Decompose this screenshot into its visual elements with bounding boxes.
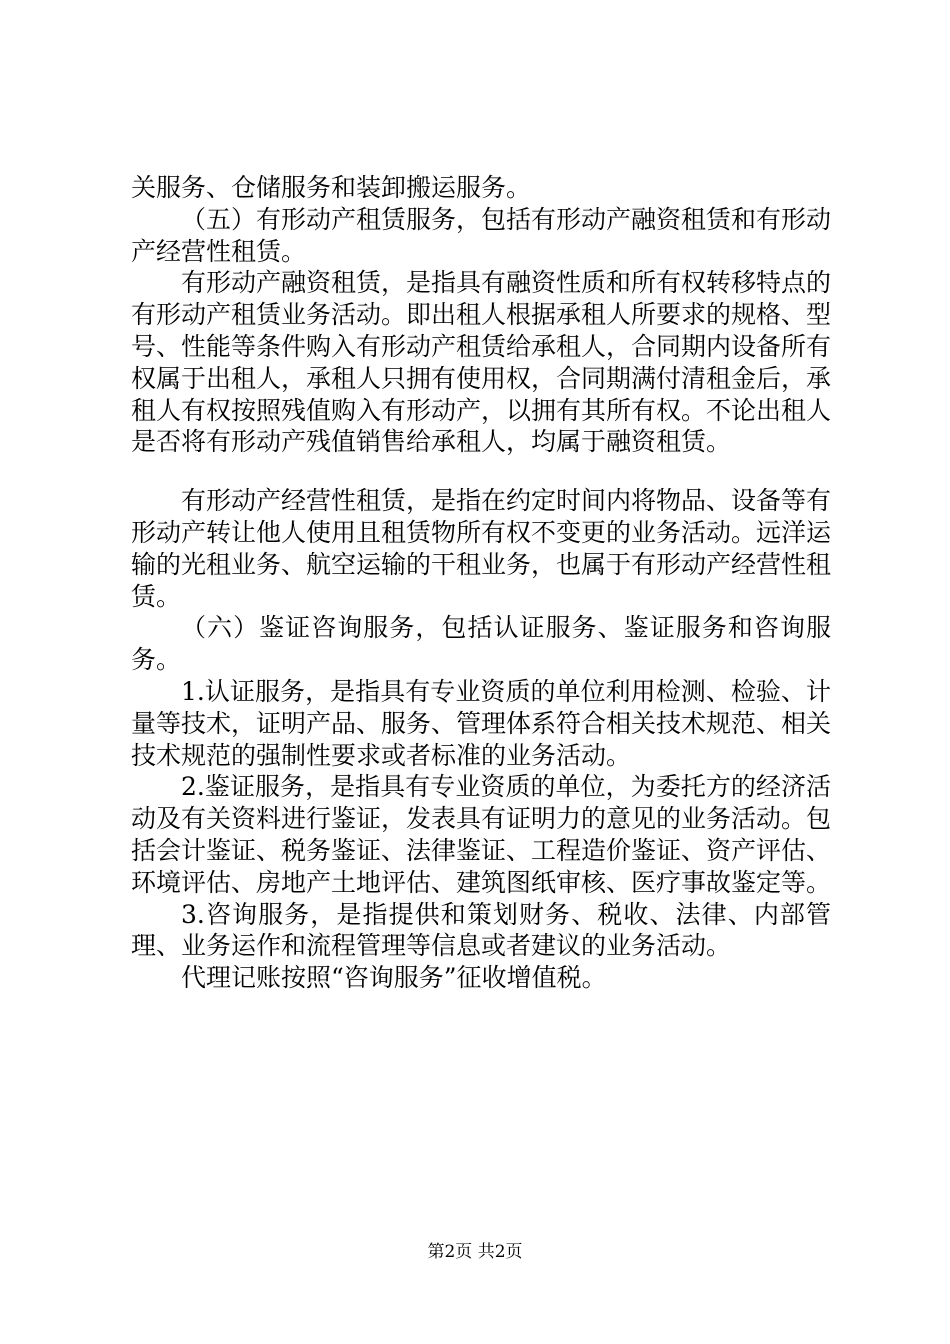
page-number-label: 第2页 共2页 <box>427 1242 523 1262</box>
paragraph-certification-service: 1.认证服务，是指具有专业资质的单位利用检测、检验、计量等技术，证明产品、服务、管理体系符合相关技术规范、相关技术规范的强制性要求或者标准的业务活动。 <box>131 676 832 770</box>
paragraph-operating-leasing: 有形动产经营性租赁，是指在约定时间内将物品、设备等有形动产转让他人使用且租赁物所有权不变更的业务活动。远洋运输的光租业务、航空运输的干租业务，也属于有形动产经营性租赁。 <box>131 486 832 611</box>
paragraph-consulting-service: 3.咨询服务，是指提供和策划财务、税收、法律、内部管理、业务运作和流程管理等信息或者建议的业务活动。 <box>131 899 831 961</box>
document-body <box>131 172 831 994</box>
paragraph-continuation: 关服务、仓储服务和装卸搬运服务。 <box>131 173 532 202</box>
paragraph-section-6: （六）鉴证咨询服务，包括认证服务、鉴证服务和咨询服务。 <box>131 613 831 675</box>
page-footer <box>0 1240 950 1264</box>
paragraph-section-5: （五）有形动产租赁服务，包括有形动产融资租赁和有形动产经营性租赁。 <box>131 204 832 266</box>
paragraph-authentication-service: 2.鉴证服务，是指具有专业资质的单位，为委托方的经济活动及有关资料进行鉴证，发表具有证明力的意见的业务活动。包括会计鉴证、税务鉴证、法律鉴证、工程造价鉴证、资产评估、环境评估、房地产土地评估、建筑图纸审核、医疗事故鉴定等。 <box>131 772 832 897</box>
paragraph-bookkeeping-note: 代理记账按照“咨询服务”征收增值税。 <box>181 963 607 993</box>
paragraph-financial-leasing: 有形动产融资租赁，是指具有融资性质和所有权转移特点的有形动产租赁业务活动。即出租人根据承租人所要求的规格、型号、性能等条件购入有形动产租赁给承租人，合同期内设备所有权属于出租人，承租人只拥有使用权，合同期满付清租金后，承租人有权按照残值购入有形动产，以拥有其所有权。不论出租人是否将有形动产残值销售给承租人，均属于融资租赁。 <box>131 268 832 457</box>
